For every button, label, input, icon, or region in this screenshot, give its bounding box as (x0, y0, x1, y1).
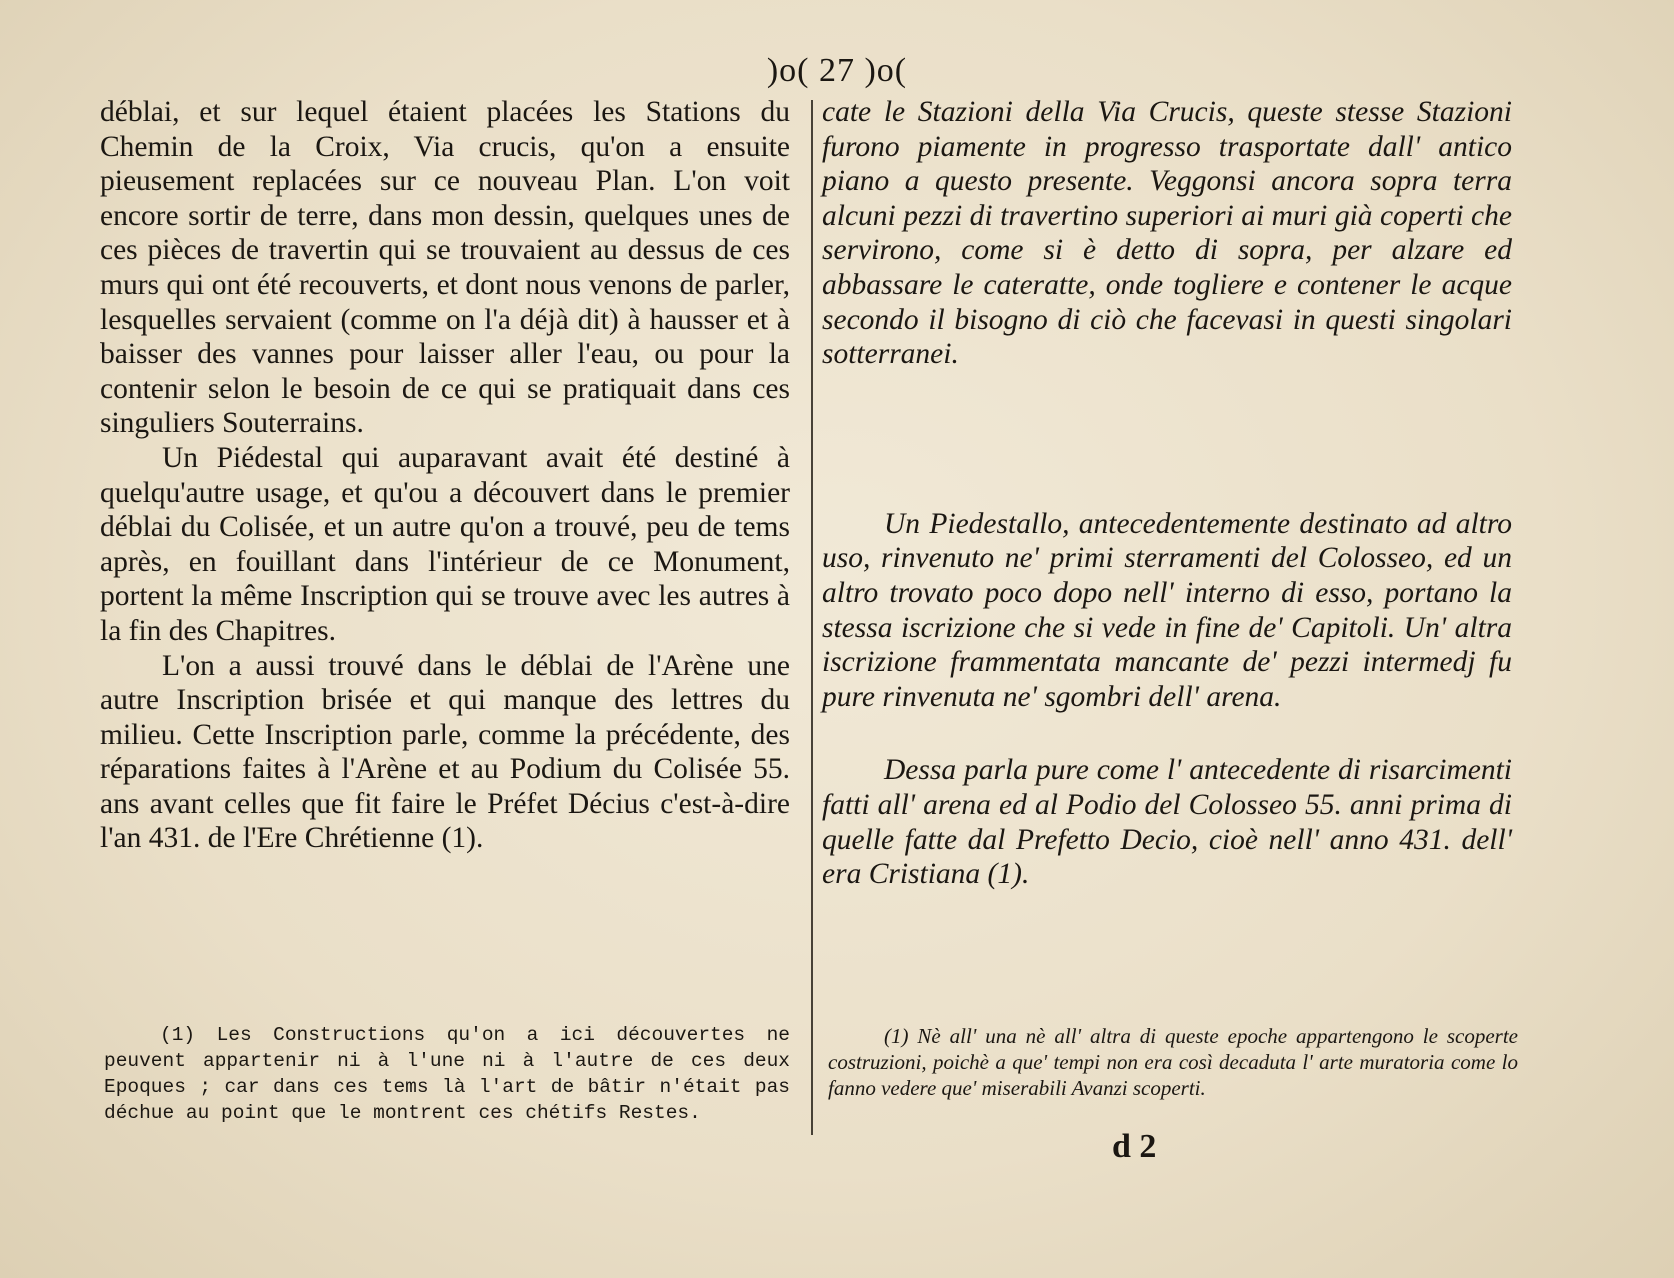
signature-mark: d 2 (1112, 1128, 1157, 1165)
italian-paragraph-3: Dessa parla pure come l' antecedente di risarcimenti fatti all' arena ed al Podio del Colosseo 55. anni prima di quelle fatte dal Prefetto Decio, cioè nell' anno 431. dell' era Cristiana (1). (822, 754, 1512, 891)
column-divider (811, 100, 813, 1135)
french-paragraph-1: déblai, et sur lequel étaient placées les Stations du Chemin de la Croix, Via crucis, qu'on a ensuite pieusement replacées sur ce nouveau Plan. L'on voit encore sortir de terre, dans mon dessin, quelques unes de ces pièces de travertin qui se trouvaient au dessus de ces murs qui ont été recouverts, et dont nous venons de parler, lesquelles servaient (comme on l'a déjà dit) à hausser et à baisser des vannes pour laisser aller l'eau, ou pour la contenir selon le besoin de ce qui se pratiquait dans ces singuliers Souterrains. (100, 96, 790, 440)
italian-column (822, 95, 1512, 892)
french-paragraph-2: Un Piédestal qui auparavant avait été destiné à quelqu'autre usage, et qu'ou a découvert dans le premier déblai du Colisée, et un autre qu'on a trouvé, peu de tems après, en fouillant dans l'intérieur de ce Monument, portent la même Inscription qui se trouve avec les autres à la fin des Chapitres. (100, 441, 790, 647)
french-paragraph-3: L'on a aussi trouvé dans le déblai de l'Arène une autre Inscription brisée et qui manque des lettres du milieu. Cette Inscription parle, comme la précédente, des réparations faites à l'Arène et au Podium du Colisée 55. ans avant celles que fit faire le Préfet Décius c'est-à-dire l'an 431. de l'Ere Chrétienne (1). (100, 649, 790, 855)
french-column (100, 95, 790, 856)
italian-paragraph-2: Un Piedestallo, antecedentemente destinato ad altro uso, rinvenuto ne' primi sterramenti del Colosseo, ed un altro trovato poco dopo nell' interno di esso, portano la stessa iscrizione che si vede in fine de' Capitoli. Un' altra iscrizione frammentata mancante de' pezzi intermedj fu pure rinvenuta ne' sgombri dell' arena. (822, 507, 1512, 713)
page-number-header: )o( 27 )o( (766, 52, 908, 89)
italian-footnote: (1) Nè all' una nè all' altra di queste epoche appartengono le scoperte costruzioni, poichè a que' tempi non era così decaduta l' arte muratoria come lo fanno vedere que' miserabili Avanzi scoperti. (828, 1024, 1518, 1100)
italian-paragraph-1: cate le Stazioni della Via Crucis, queste stesse Stazioni furono piamente in progresso trasportate dall' antico piano a questo presente. Veggonsi ancora sopra terra alcuni pezzi di travertino superiori ai muri già coperti che servirono, come si è detto di sopra, per alzare ed abbassare le cateratte, onde togliere e contener le acque secondo il bisogno di ciò che facevasi in questi singolari sotterranei. (822, 96, 1512, 371)
french-footnote: (1) Les Constructions qu'on a ici découvertes ne peuvent appartenir ni à l'une ni à l'autre de ces deux Epoques ; car dans ces tems là l'art de bâtir n'était pas déchue au point que le montrent ces chétifs Restes. (104, 1024, 790, 1124)
